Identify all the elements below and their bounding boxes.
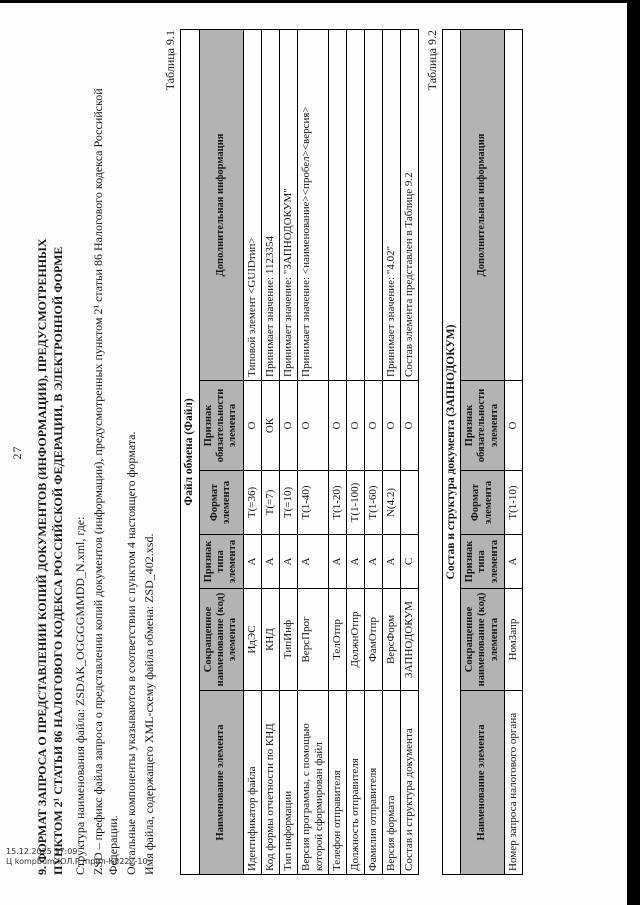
table-row [382, 29, 400, 874]
paragraph-xsd: Имя файла, содержащего XML-схему файла обмена: ZSD_402.xsd. [141, 533, 156, 875]
table-cell: Состав и структура документа [400, 691, 418, 875]
table-row [505, 29, 523, 874]
section-heading: 9. ФОРМАТ ЗАПРОСА О ПРЕДСТАВЛЕНИИ КОПИЙ ДОКУМЕНТОВ (ИНФОРМАЦИИ), ПРЕДУСМОТРЕННЫХ ПУНКТОМ 2¹ СТАТЬИ 86 НАЛОГОВОГО КОДЕКСА РОССИЙСКОЙ ФЕДЕРАЦИИ, В ЭЛЕКТРОННОЙ ФОРМЕ [35, 238, 65, 875]
column-header: Формат элемента [461, 471, 505, 535]
table-cell: Тип информации [279, 691, 297, 875]
table-cell: Т(1-100) [346, 471, 364, 535]
table-row [400, 29, 418, 874]
table-cell: А [261, 535, 279, 589]
stamp-datetime: 15.12.2025 17:09 [6, 847, 78, 856]
table-cell: Т(=7) [261, 471, 279, 535]
table-cell: О [364, 381, 382, 471]
table-title: Состав и структура документа (ЗАПНОДОКУМ) [442, 29, 461, 874]
table-cell: С [400, 535, 418, 589]
column-header: Сокращенное наименование (код) элемента [199, 589, 243, 691]
table-cell: Т(1-20) [328, 471, 346, 535]
table-cell: Т(=36) [243, 471, 261, 535]
table-cell: ВерсПрог [297, 589, 328, 691]
table-cell: ОК [261, 381, 279, 471]
table-cell: Принимает значение: "4.02" [382, 29, 400, 380]
table-9-2 [442, 29, 524, 875]
table-cell [505, 29, 523, 380]
table-cell: Должность отправителя [346, 691, 364, 875]
table-cell: О [400, 381, 418, 471]
scan-edge-top [0, 0, 629, 3]
table-header-row [461, 29, 505, 874]
table-cell [364, 29, 382, 380]
table-cell: ТипИнф [279, 589, 297, 691]
table-cell: О [328, 381, 346, 471]
table-row [279, 29, 297, 874]
scan-edge-right [627, 0, 640, 905]
table-cell: О [279, 381, 297, 471]
table-cell: КНД [261, 589, 279, 691]
table-cell: О [382, 381, 400, 471]
table-cell: О [243, 381, 261, 471]
table-cell: ИдЭС [243, 589, 261, 691]
column-header: Наименование элемента [461, 691, 505, 875]
table-cell: Принимает значение: "ЗАПНОДОКУМ" [279, 29, 297, 380]
paragraph-file-structure: Структура наименования файла: ZSDAK_OGGGGMMDD_N.xml, где: [73, 516, 88, 875]
table-row [364, 29, 382, 874]
stamp-reference: Ц kompbum-ЮЛ.Р /прил-К8222-10 [6, 857, 148, 867]
table-cell: Версия формата [382, 691, 400, 875]
column-header: Формат элемента [199, 471, 243, 535]
table-header-row [199, 29, 243, 874]
table-cell: ВерсФорм [382, 589, 400, 691]
column-header: Дополнительная информация [461, 29, 505, 380]
scan-stamp [6, 847, 148, 868]
table-cell: ЗАПНОДОКУМ [400, 589, 418, 691]
table-cell: А [382, 535, 400, 589]
table-cell: Т(1-10) [505, 471, 523, 535]
column-header: Признак обязательности элемента [461, 381, 505, 471]
table-row [243, 29, 261, 874]
table-9-2-caption: Таблица 9.2 [424, 30, 439, 91]
table-cell: О [505, 381, 523, 471]
table-cell: Типовой элемент <GUIDтип> [243, 29, 261, 380]
table-cell [328, 29, 346, 380]
table-cell: Т(1-60) [364, 471, 382, 535]
page-number: 27 [10, 445, 24, 460]
table-cell: N(4.2) [382, 471, 400, 535]
table-cell: О [297, 381, 328, 471]
table-cell: А [243, 535, 261, 589]
table-cell: А [279, 535, 297, 589]
table-cell [346, 29, 364, 380]
column-header: Дополнительная информация [199, 29, 243, 380]
paragraph-components: Остальные компоненты указываются в соответствии с пунктом 4 настоящего формата. [123, 431, 138, 875]
column-header: Признак обязательности элемента [199, 381, 243, 471]
table-9-1-caption: Таблица 9.1 [163, 30, 178, 91]
table-cell: А [328, 535, 346, 589]
table-9-1 [180, 29, 418, 875]
column-header: Признак типа элемента [199, 535, 243, 589]
table-cell: ДолжнОтпр [346, 589, 364, 691]
table-title: Файл обмена (Файл) [181, 29, 200, 874]
column-header: Наименование элемента [199, 691, 243, 875]
paragraph-prefix: ZSD – префикс файла запроса о представлении копий документов (информации), предусмотренных пунктом 2¹ статьи 86 Налогового кодекса Российской Федерации. [90, 88, 121, 875]
table-cell: А [364, 535, 382, 589]
table-cell: ФамОтпр [364, 589, 382, 691]
table-cell: Номер запроса налогового органа [505, 691, 523, 875]
table-cell: А [297, 535, 328, 589]
table-row [261, 29, 279, 874]
table-cell: О [346, 381, 364, 471]
table-cell: Идентификатор файла [243, 691, 261, 875]
table-cell: Фамилия отправителя [364, 691, 382, 875]
table-cell: А [505, 535, 523, 589]
column-header: Признак типа элемента [461, 535, 505, 589]
table-row [346, 29, 364, 874]
table-cell [400, 471, 418, 535]
table-cell: Принимает значение: 1123354 [261, 29, 279, 380]
table-cell: ТелОтпр [328, 589, 346, 691]
table-cell: Код формы отчетности по КНД [261, 691, 279, 875]
column-header: Сокращенное наименование (код) элемента [461, 589, 505, 691]
table-row [297, 29, 328, 874]
table-cell: НомЗапр [505, 589, 523, 691]
table-cell: Т(1-40) [297, 471, 328, 535]
table-cell: Принимает значение: <наименование><пробел><версия> [297, 29, 328, 380]
table-cell: Телефон отправителя [328, 691, 346, 875]
table-cell: Т(=10) [279, 471, 297, 535]
table-cell: Версия программы, с помощью которой сформирован файл [297, 691, 328, 875]
table-row [328, 29, 346, 874]
table-cell: А [346, 535, 364, 589]
table-cell: Состав элемента представлен в Таблице 9.2 [400, 29, 418, 380]
